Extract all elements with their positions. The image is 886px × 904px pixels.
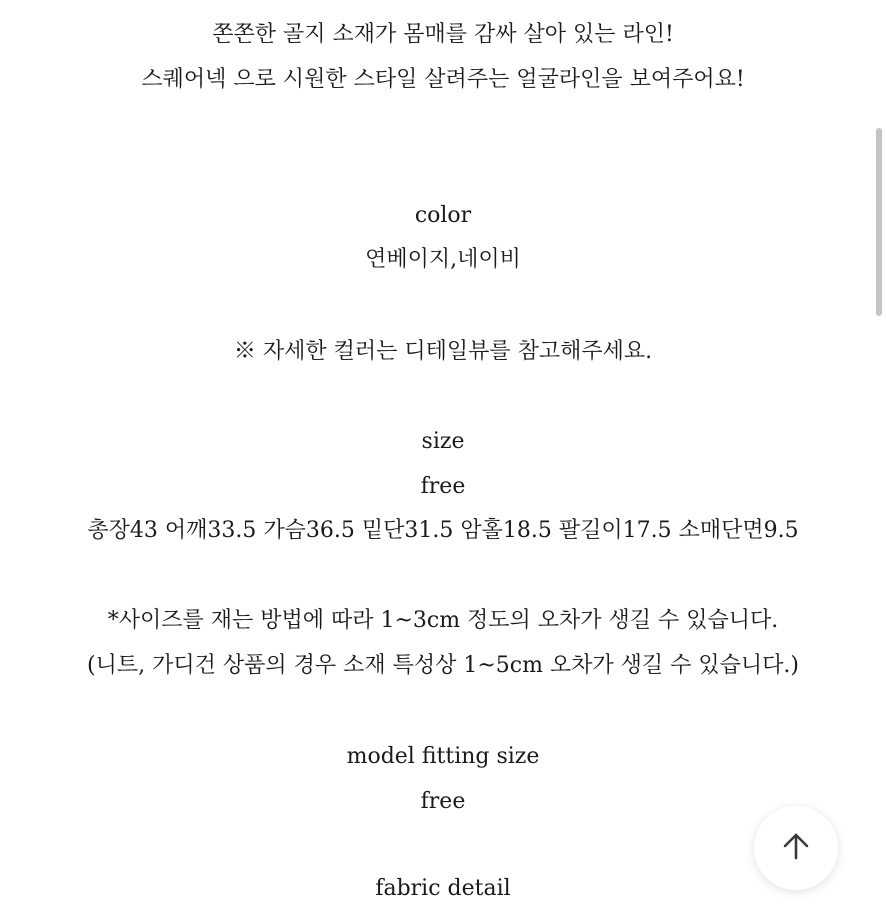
size-measurements: 총장43 어깨33.5 가슴36.5 밑단31.5 암홀18.5 팔길이17.5 소매단면9.5	[87, 518, 799, 543]
fabric-heading: fabric detail	[375, 876, 511, 901]
size-heading: size	[421, 429, 465, 454]
size-note-2: (니트, 가디건 상품의 경우 소재 특성상 1~5cm 오차가 생길 수 있습니다.)	[87, 653, 799, 678]
size-value: free	[420, 474, 466, 499]
color-values: 연베이지,네이비	[365, 247, 521, 272]
intro-line-2: 스퀘어넥 으로 시원한 스타일 살려주는 얼굴라인을 보여주어요!	[141, 67, 745, 92]
color-note: ※ 자세한 컬러는 디테일뷰를 참고해주세요.	[233, 339, 653, 364]
model-heading: model fitting size	[346, 744, 540, 769]
model-value: free	[420, 789, 466, 814]
scrollbar[interactable]	[872, 0, 886, 886]
scroll-to-top-button[interactable]	[754, 806, 838, 890]
scrollbar-thumb[interactable]	[876, 128, 882, 316]
arrow-up-icon	[779, 829, 813, 867]
size-note-1: *사이즈를 재는 방법에 따라 1~3cm 정도의 오차가 생길 수 있습니다.	[107, 608, 779, 633]
color-heading: color	[414, 203, 472, 228]
intro-line-1: 쫀쫀한 골지 소재가 몸매를 감싸 살아 있는 라인!	[212, 22, 674, 47]
